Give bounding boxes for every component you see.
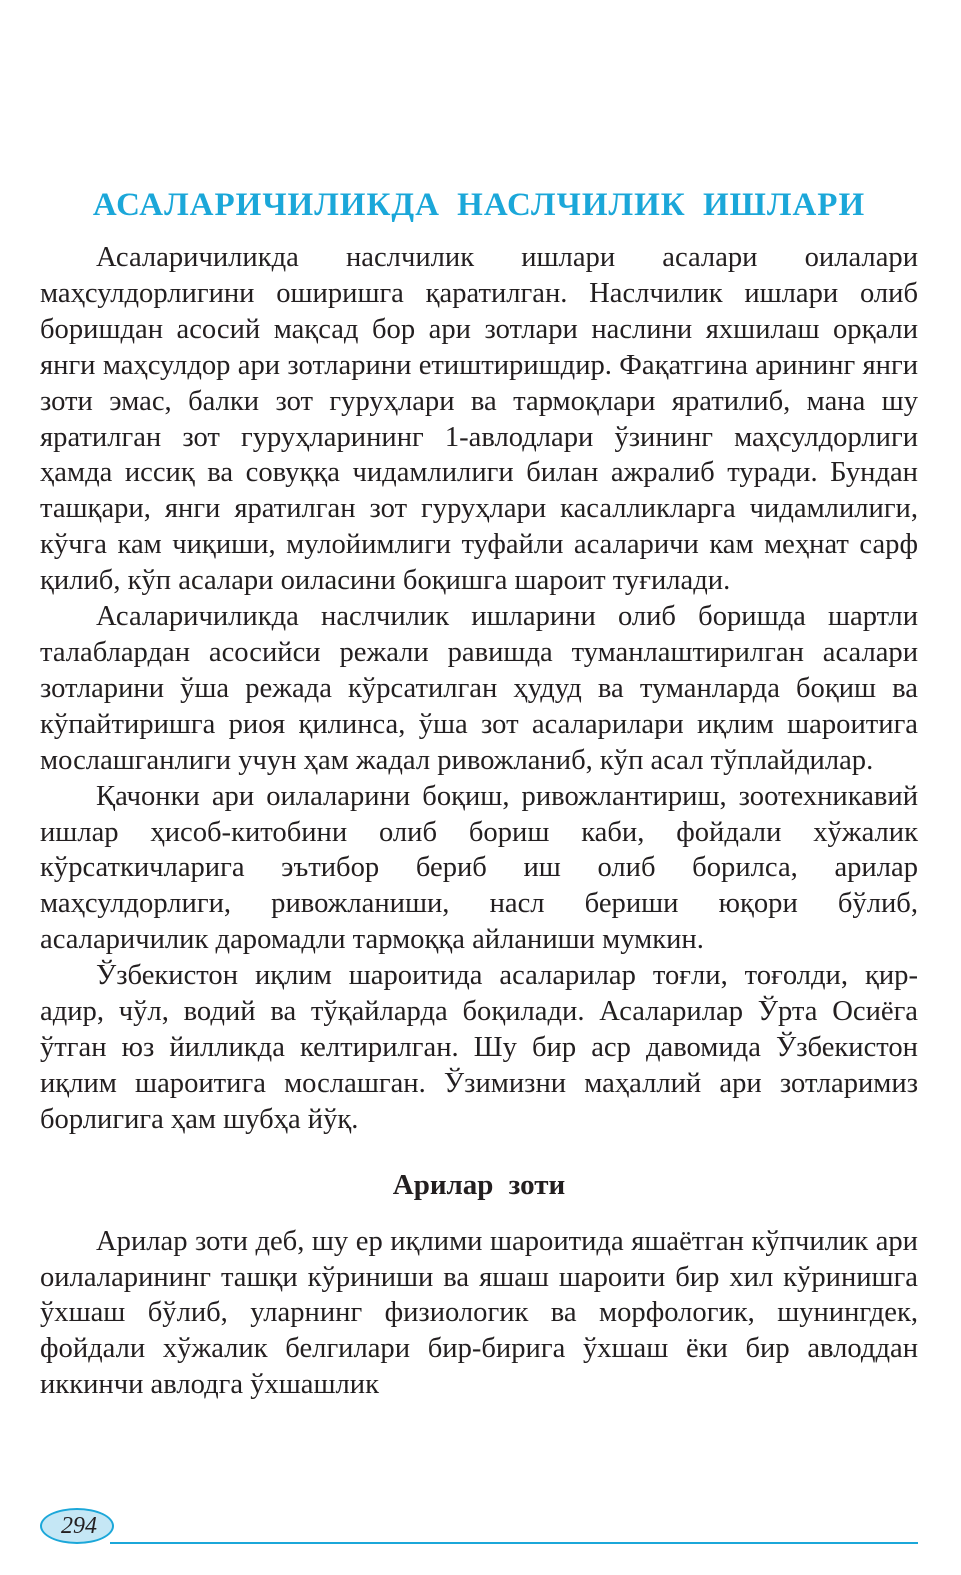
body-paragraph: Қачонки ари оилаларини боқиш, ривожлантириш, зоотехникавий ишлар ҳисоб-китобини олиб бориш каби, фойдали хўжалик кўрсаткичларига эътибор бериб иш олиб борилса, арилар маҳсулдорлиги, ривожланиши, насл бериши юқори бўлиб, асаларичилик даромадли тармоққа айланиши мумкин. xyxy=(40,780,918,956)
body-paragraph: Асаларичиликда наслчилик ишлари асалари оилалари маҳсулдорлигини оширишга қаратилган. Наслчилик ишлари олиб боришдан асосий мақсад бор ари зотлари наслини яхшилаш орқали янги маҳсулдор ари зотларини етиштиришдир. Фақатгина арининг янги зоти эмас, балки зот гуруҳлари ва тармоқлари яратилиб, мана шу яратилган зот гуруҳларининг 1-авлодлари ўзининг маҳсулдорлиги ҳамда иссиқ ва совуққа чидамлилиги билан ажралиб туради. Бундан ташқари, янги яратилган зот гуруҳлари касалликларга чидамлилиги, кўчга кам чиқиши, мулойимлиги туфайли асаларичи кам меҳнат сарф қилиб, кўп асалари оиласини боқишга шароит туғилади. xyxy=(40,242,918,597)
page-content xyxy=(40,180,918,1403)
chapter-title: АСАЛАРИЧИЛИКДА НАСЛЧИЛИК ИШЛАРИ xyxy=(92,187,866,223)
page-number: 294 xyxy=(61,1513,97,1539)
footer-rule xyxy=(110,1542,918,1544)
body-paragraph: Асаларичиликда наслчилик ишларини олиб боришда шартли талаблардан асосийси режали равишда туманлаштирилган асалари зотларини ўша режада кўрсатилган ҳудуд ва туманларда боқиш ва кўпайтиришга риоя қилинса, ўша зот асаларилари иқлим шароитига мослашганлиги учун ҳам жадал ривожланиб, кўп асал тўплайдилар. xyxy=(40,601,918,776)
section-title: Арилар зоти xyxy=(392,1168,566,1201)
section-paragraph: Арилар зоти деб, шу ер иқлими шароитида яшаётган кўпчилик ари оилаларининг ташқи кўриниши ва яшаш шароити бир хил кўринишга ўхшаш бўлиб, уларнинг физиологик ва морфологик, шунингдек, фойдали хўжалик белгилари бир-бирига ўхшаш ёки бир авлоддан иккинчи авлодга ўхшашлик xyxy=(40,1225,918,1401)
page-footer xyxy=(40,1500,918,1550)
body-paragraph: Ўзбекистон иқлим шароитида асаларилар тоғли, тоғолди, қир-адир, чўл, водий ва тўқайларда боқилади. Асаларилар Ўрта Осиёга ўтган юз йилликда келтирилган. Шу бир аср давомида Ўзбекистон иқлим шароитига мослашган. Ўзимизни маҳаллий ари зотларимиз борлигига ҳам шубҳа йўқ. xyxy=(40,960,918,1135)
